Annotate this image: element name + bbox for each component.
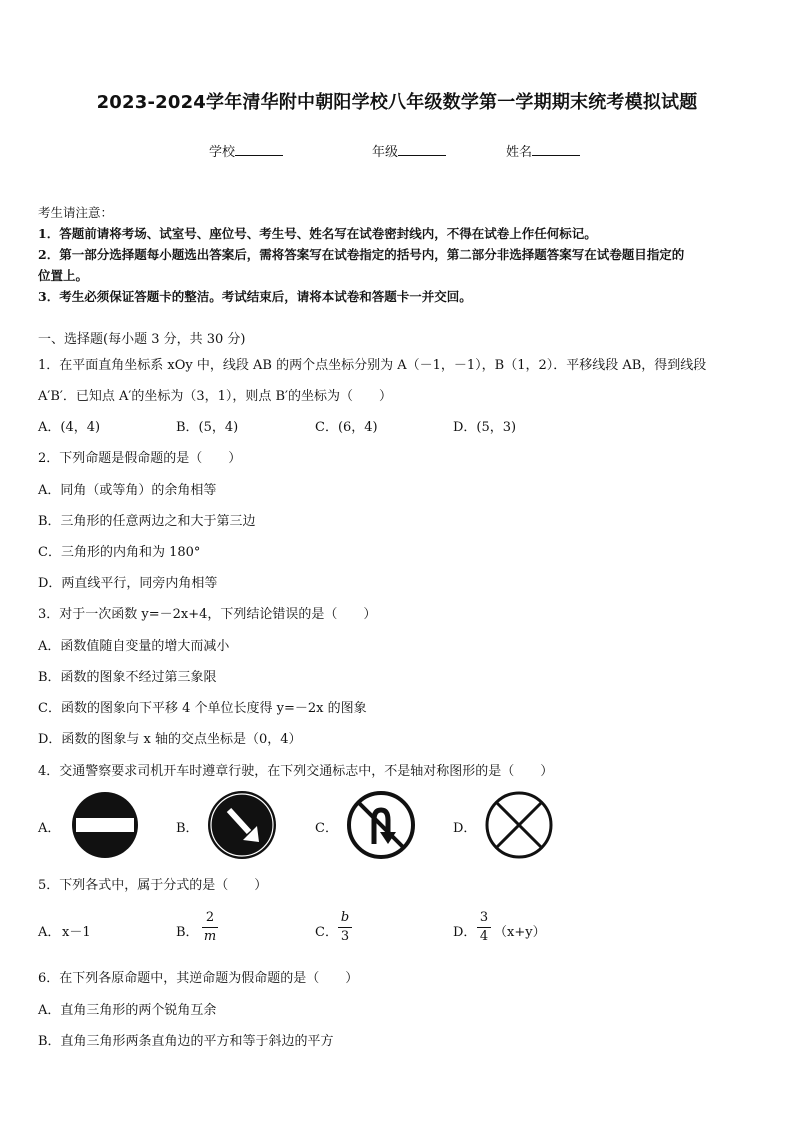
q3-option-c: C．函数的图象向下平移 4 个单位长度得 y=－2x 的图象	[38, 701, 367, 716]
q5-option-b-fraction	[202, 910, 218, 945]
no-entry-sign-icon	[71, 791, 139, 859]
q4-label-c: C．	[315, 821, 338, 836]
fraction-bar	[338, 927, 352, 928]
q2-option-b: B．三角形的任意两边之和大于第三边	[38, 514, 256, 529]
q3-option-b: B．函数的图象不经过第三象限	[38, 670, 217, 685]
q1-stem-line2: A′B′．已知点 A′的坐标为（3，1），则点 B′的坐标为（ ）	[38, 389, 392, 404]
notice-item: 1．答题前请将考场、试室号、座位号、考生号、姓名写在试卷密封线内，不得在试卷上作任何标记。	[38, 226, 597, 241]
q2-stem: 2．下列命题是假命题的是（ ）	[38, 451, 242, 466]
diagonal-arrow-sign-icon	[207, 790, 277, 860]
q5-label-a: A．	[38, 925, 61, 940]
fraction-numerator: 3	[479, 910, 489, 925]
q5-option-d-fraction	[477, 910, 491, 945]
q2-option-a: A．同角（或等角）的余角相等	[38, 483, 217, 498]
q2-option-d: D．两直线平行，同旁内角相等	[38, 576, 218, 591]
q5-option-c-fraction	[338, 910, 352, 945]
fraction-denominator: 4	[479, 929, 489, 944]
q1-stem-line1: 1．在平面直角坐标系 xOy 中，线段 AB 的两个点坐标分别为 A（－1，－1），B（1，2）．平移线段 AB，得到线段	[38, 358, 707, 373]
school-label: 学校	[209, 145, 236, 160]
q5-label-d: D．	[453, 925, 477, 940]
x-circle-sign-icon	[484, 790, 554, 860]
q5-label-b: B．	[176, 925, 199, 940]
fraction-bar	[477, 927, 491, 928]
grade-label: 年级	[372, 145, 399, 160]
q3-option-a: A．函数值随自变量的增大而减小	[38, 639, 230, 654]
no-u-turn-sign-icon	[346, 790, 416, 860]
q4-label-d: D．	[453, 821, 477, 836]
notice-item: 3．考生必须保证答题卡的整洁。考试结束后，请将本试卷和答题卡一并交回。	[38, 289, 472, 304]
q5-stem: 5．下列各式中，属于分式的是（ ）	[38, 878, 268, 893]
q1-option-a: A．(4，4)	[38, 420, 101, 435]
q6-stem: 6．在下列各原命题中，其逆命题为假命题的是（ ）	[38, 971, 359, 986]
school-blank	[235, 143, 283, 156]
grade-blank	[398, 143, 446, 156]
q6-option-a: A．直角三角形的两个锐角互余	[38, 1003, 217, 1018]
q5-label-c: C．	[315, 925, 338, 940]
q4-label-a: A．	[38, 821, 61, 836]
section-heading: 一、选择题(每小题 3 分，共 30 分)	[38, 332, 246, 347]
q2-option-c: C．三角形的内角和为 180°	[38, 545, 201, 560]
q4-stem: 4．交通警察要求司机开车时遵章行驶，在下列交通标志中，不是轴对称图形的是（ ）	[38, 764, 554, 779]
name-blank	[532, 143, 580, 156]
notice-heading: 考生请注意：	[38, 205, 114, 220]
school-field	[209, 141, 283, 160]
page-title: 2023-2024学年清华附中朝阳学校八年级数学第一学期期末统考模拟试题	[96, 92, 698, 113]
q1-option-c: C．(6，4)	[315, 420, 378, 435]
notice-item: 2．第一部分选择题每小题选出答案后，需将答案写在试卷指定的括号内，第二部分非选择题答案写在试卷题目指定的	[38, 247, 685, 262]
grade-field	[372, 141, 446, 160]
q5-option-d-tail: （x+y）	[494, 925, 546, 940]
q1-option-d: D．(5，3)	[453, 420, 517, 435]
fraction-denominator: 3	[340, 929, 350, 944]
name-label: 姓名	[506, 145, 533, 160]
name-field	[506, 141, 580, 160]
fraction-bar	[202, 927, 218, 928]
q4-label-b: B．	[176, 821, 199, 836]
notice-item: 位置上。	[38, 268, 89, 283]
fraction-numerator: b	[340, 910, 350, 925]
q5-option-a-expr: x－1	[62, 925, 91, 940]
q3-stem: 3．对于一次函数 y=－2x+4，下列结论错误的是（ ）	[38, 607, 377, 622]
fraction-denominator: m	[203, 929, 217, 944]
q3-option-d: D．函数的图象与 x 轴的交点坐标是（0，4）	[38, 732, 302, 747]
q6-option-b: B．直角三角形两条直角边的平方和等于斜边的平方	[38, 1034, 334, 1049]
q1-option-b: B．(5，4)	[176, 420, 239, 435]
fraction-numerator: 2	[205, 910, 215, 925]
